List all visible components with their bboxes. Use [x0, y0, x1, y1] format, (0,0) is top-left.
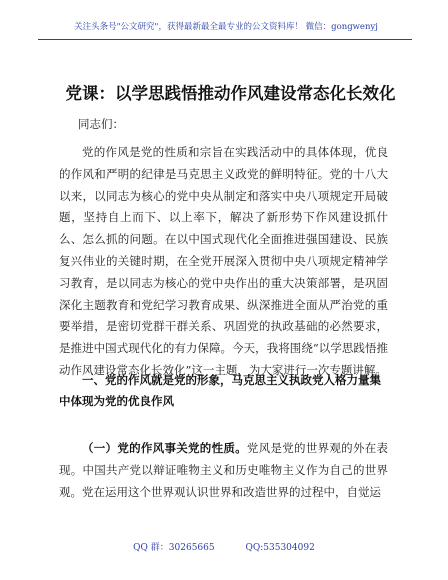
page-title: 党课：以学思践悟推动作风建设常态化长效化 [65, 84, 396, 103]
paragraph-text: 党的作风是党的性质和宗旨在实践活动中的具体体现，优良的作风和严明的纪律是马克思主义政党的鲜明特征。党的十八大以来，以同志为核心的党中央从制定和落实中央八项规定开局破题，坚持自上而下、以上率下，解决了新形势下作风建设抓什么、怎么抓的问题。在以中国式现代化全面推进强国建设、民族复兴伟业的关键时期，在全党开展深入贯彻中央八项规定精神学习教育，是以同志为核心的党中央作出的重大决策部署，是巩固深化主题教育和党纪学习教育成果、纵深推进全面从严治党的重要举措，是密切党群干群关系、巩固党的执政基础的必然要求，是推进中国式现代化的有力保障。今天，我将围绕“以学思践悟推动作风建设常态化长效化”这一主题，为大家进行一次专题讲解。 [59, 145, 388, 377]
footer [0, 540, 448, 553]
body-paragraph-1 [59, 142, 388, 382]
footer-qq: QQ:535304092 [245, 543, 315, 553]
section-heading: 一、党的作风就是党的形象，马克思主义执政党人格力量集中体现为党的优良作风 [59, 373, 381, 408]
body-paragraph-2 [59, 438, 388, 503]
header-divider [38, 39, 412, 40]
subsection-lead: （一）党的作风事关党的性质。 [82, 441, 247, 455]
header-note: 关注头条号"公文研究"，获得最新最全最专业的公文资料库！ 微信：gongwenyj [74, 22, 378, 32]
greeting: 同志们： [78, 117, 124, 131]
footer-qq-group: QQ 群：30265665 [133, 543, 215, 553]
subsection-text: 党风是党的世界观的外在表现。中国共产党以辩证唯物主义和历史唯物主义作为自己的世界观。党在运用这个世界观认识世界和改造世界的过程中，自觉运 [59, 441, 389, 499]
